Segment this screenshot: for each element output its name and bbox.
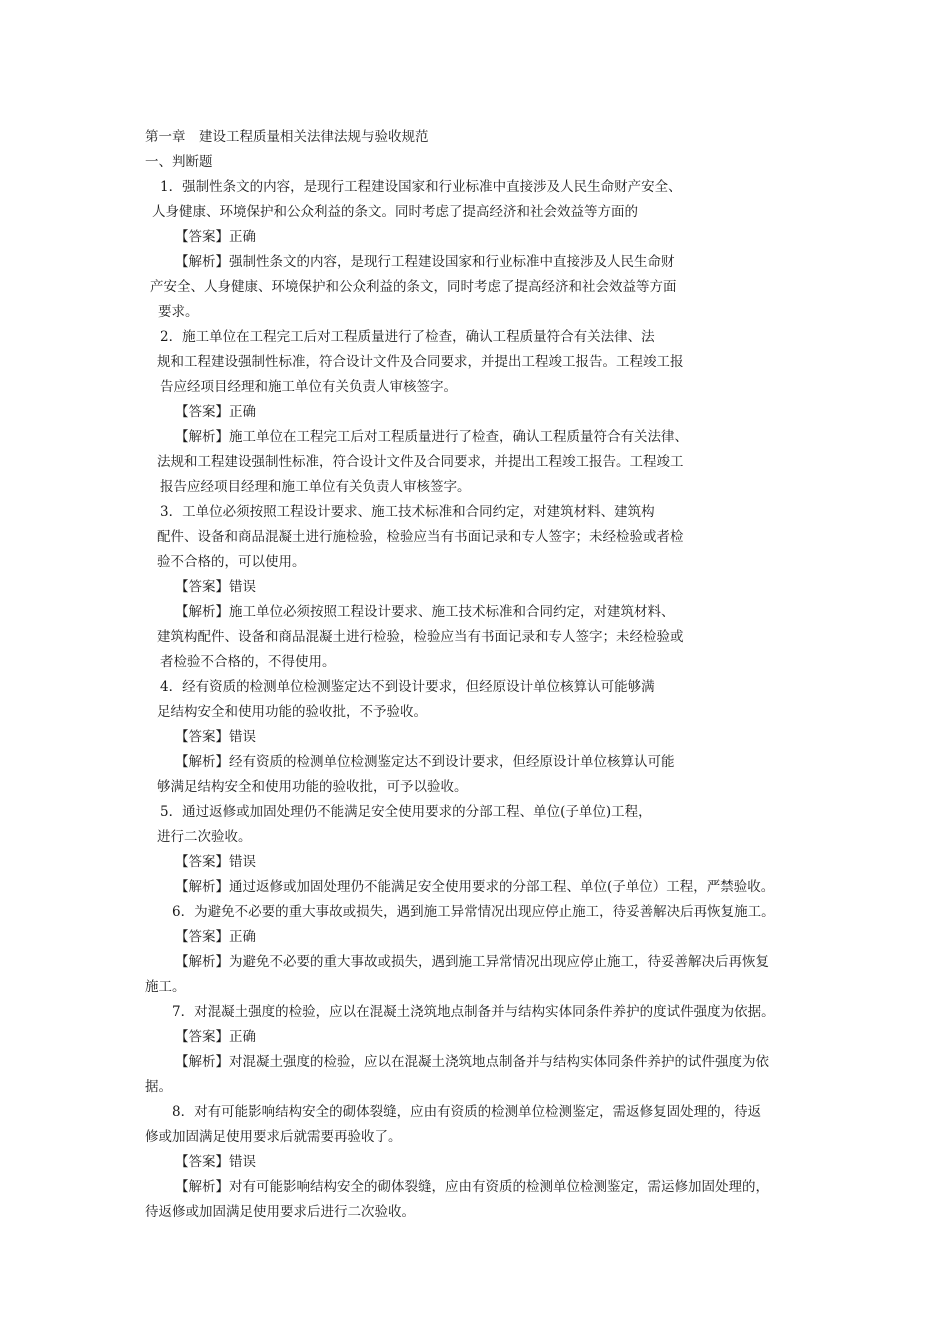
question-6-answer: 【答案】正确 <box>175 929 256 945</box>
question-4-line-1: 4．经有资质的检测单位检测鉴定达不到设计要求，但经原设计单位核算认可能够满 <box>160 679 655 695</box>
question-3-analysis-line-1: 【解析】施工单位必须按照工程设计要求、施工技术标准和合同约定，对建筑材料、 <box>175 604 675 620</box>
chapter-title: 第一章 建设工程质量相关法律法规与验收规范 <box>145 129 429 145</box>
question-5-analysis-line-1: 【解析】通过返修或加固处理仍不能满足安全使用要求的分部工程、单位(子单位）工程，严禁验收。 <box>175 879 775 895</box>
question-8-line-2: 修或加固满足使用要求后就需要再验收了。 <box>145 1129 402 1145</box>
question-2-line-1: 2．施工单位在工程完工后对工程质量进行了检查，确认工程质量符合有关法律、法 <box>160 329 655 345</box>
question-8-analysis-line-1: 【解析】对有可能影响结构安全的砌体裂缝，应由有资质的检测单位检测鉴定，需运修加固处理的， <box>175 1179 769 1195</box>
question-7-line-1: 7．对混凝土强度的检验，应以在混凝土浇筑地点制备并与结构实体同条件养护的度试件强度为依据。 <box>172 1004 775 1020</box>
question-1-analysis-line-2: 产安全、人身健康、环境保护和公众利益的条文，同时考虑了提高经济和社会效益等方面 <box>150 279 677 295</box>
question-1-answer: 【答案】正确 <box>175 229 256 245</box>
question-3-analysis-line-3: 者检验不合格的，不得使用。 <box>160 654 336 670</box>
question-7-analysis-line-2: 据。 <box>145 1079 172 1095</box>
question-4-analysis-line-2: 够满足结构安全和使用功能的验收批，可予以验收。 <box>157 779 468 795</box>
question-5-line-2: 进行二次验收。 <box>157 829 252 845</box>
question-8-line-1: 8．对有可能影响结构安全的砌体裂缝，应由有资质的检测单位检测鉴定，需返修复固处理的，待返 <box>172 1104 762 1120</box>
question-8-analysis-line-2: 待返修或加固满足使用要求后进行二次验收。 <box>145 1204 415 1220</box>
question-5-line-1: 5．通过返修或加固处理仍不能满足安全使用要求的分部工程、单位(子单位)工程， <box>160 804 652 820</box>
section-title: 一、判断题 <box>145 154 213 170</box>
question-6-line-1: 6．为避免不必要的重大事故或损失，遇到施工异常情况出现应停止施工，待妥善解决后再恢复施工。 <box>172 904 775 920</box>
question-3-line-2: 配件、设备和商品混凝土进行施检验，检验应当有书面记录和专人签字；未经检验或者检 <box>157 529 684 545</box>
question-1-analysis-line-3: 要求。 <box>158 304 199 320</box>
question-4-line-2: 足结构安全和使用功能的验收批，不予验收。 <box>157 704 427 720</box>
question-1-analysis-line-1: 【解析】强制性条文的内容，是现行工程建设国家和行业标准中直接涉及人民生命财 <box>175 254 675 270</box>
question-7-analysis-line-1: 【解析】对混凝土强度的检验，应以在混凝土浇筑地点制备并与结构实体同条件养护的试件强度为依 <box>175 1054 769 1070</box>
question-8-answer: 【答案】错误 <box>175 1154 256 1170</box>
question-2-answer: 【答案】正确 <box>175 404 256 420</box>
question-3-line-3: 验不合格的，可以使用。 <box>157 554 306 570</box>
question-1-line-1: 1．强制性条文的内容，是现行工程建设国家和行业标准中直接涉及人民生命财产安全、 <box>160 179 682 195</box>
question-2-analysis-line-3: 报告应经项目经理和施工单位有关负责人审核签字。 <box>160 479 471 495</box>
question-6-analysis-line-2: 施工。 <box>145 979 186 995</box>
question-2-line-2: 规和工程建设强制性标准，符合设计文件及合同要求，并提出工程竣工报告。工程竣工报 <box>157 354 684 370</box>
question-4-analysis-line-1: 【解析】经有资质的检测单位检测鉴定达不到设计要求，但经原设计单位核算认可能 <box>175 754 675 770</box>
question-6-analysis-line-1: 【解析】为避免不必要的重大事故或损失，遇到施工异常情况出现应停止施工，待妥善解决后再恢复 <box>175 954 769 970</box>
question-5-answer: 【答案】错误 <box>175 854 256 870</box>
question-7-answer: 【答案】正确 <box>175 1029 256 1045</box>
question-3-line-1: 3．工单位必须按照工程设计要求、施工技术标准和合同约定，对建筑材料、建筑构 <box>160 504 655 520</box>
question-2-line-3: 告应经项目经理和施工单位有关负责人审核签字。 <box>160 379 457 395</box>
question-2-analysis-line-2: 法规和工程建设强制性标准，符合设计文件及合同要求，并提出工程竣工报告。工程竣工 <box>157 454 684 470</box>
question-3-analysis-line-2: 建筑构配件、设备和商品混凝土进行检验，检验应当有书面记录和专人签字；未经检验或 <box>157 629 684 645</box>
question-1-line-2: 人身健康、环境保护和公众利益的条文。同时考虑了提高经济和社会效益等方面的 <box>152 204 638 220</box>
question-3-answer: 【答案】错误 <box>175 579 256 595</box>
question-4-answer: 【答案】错误 <box>175 729 256 745</box>
question-2-analysis-line-1: 【解析】施工单位在工程完工后对工程质量进行了检查，确认工程质量符合有关法律、 <box>175 429 688 445</box>
